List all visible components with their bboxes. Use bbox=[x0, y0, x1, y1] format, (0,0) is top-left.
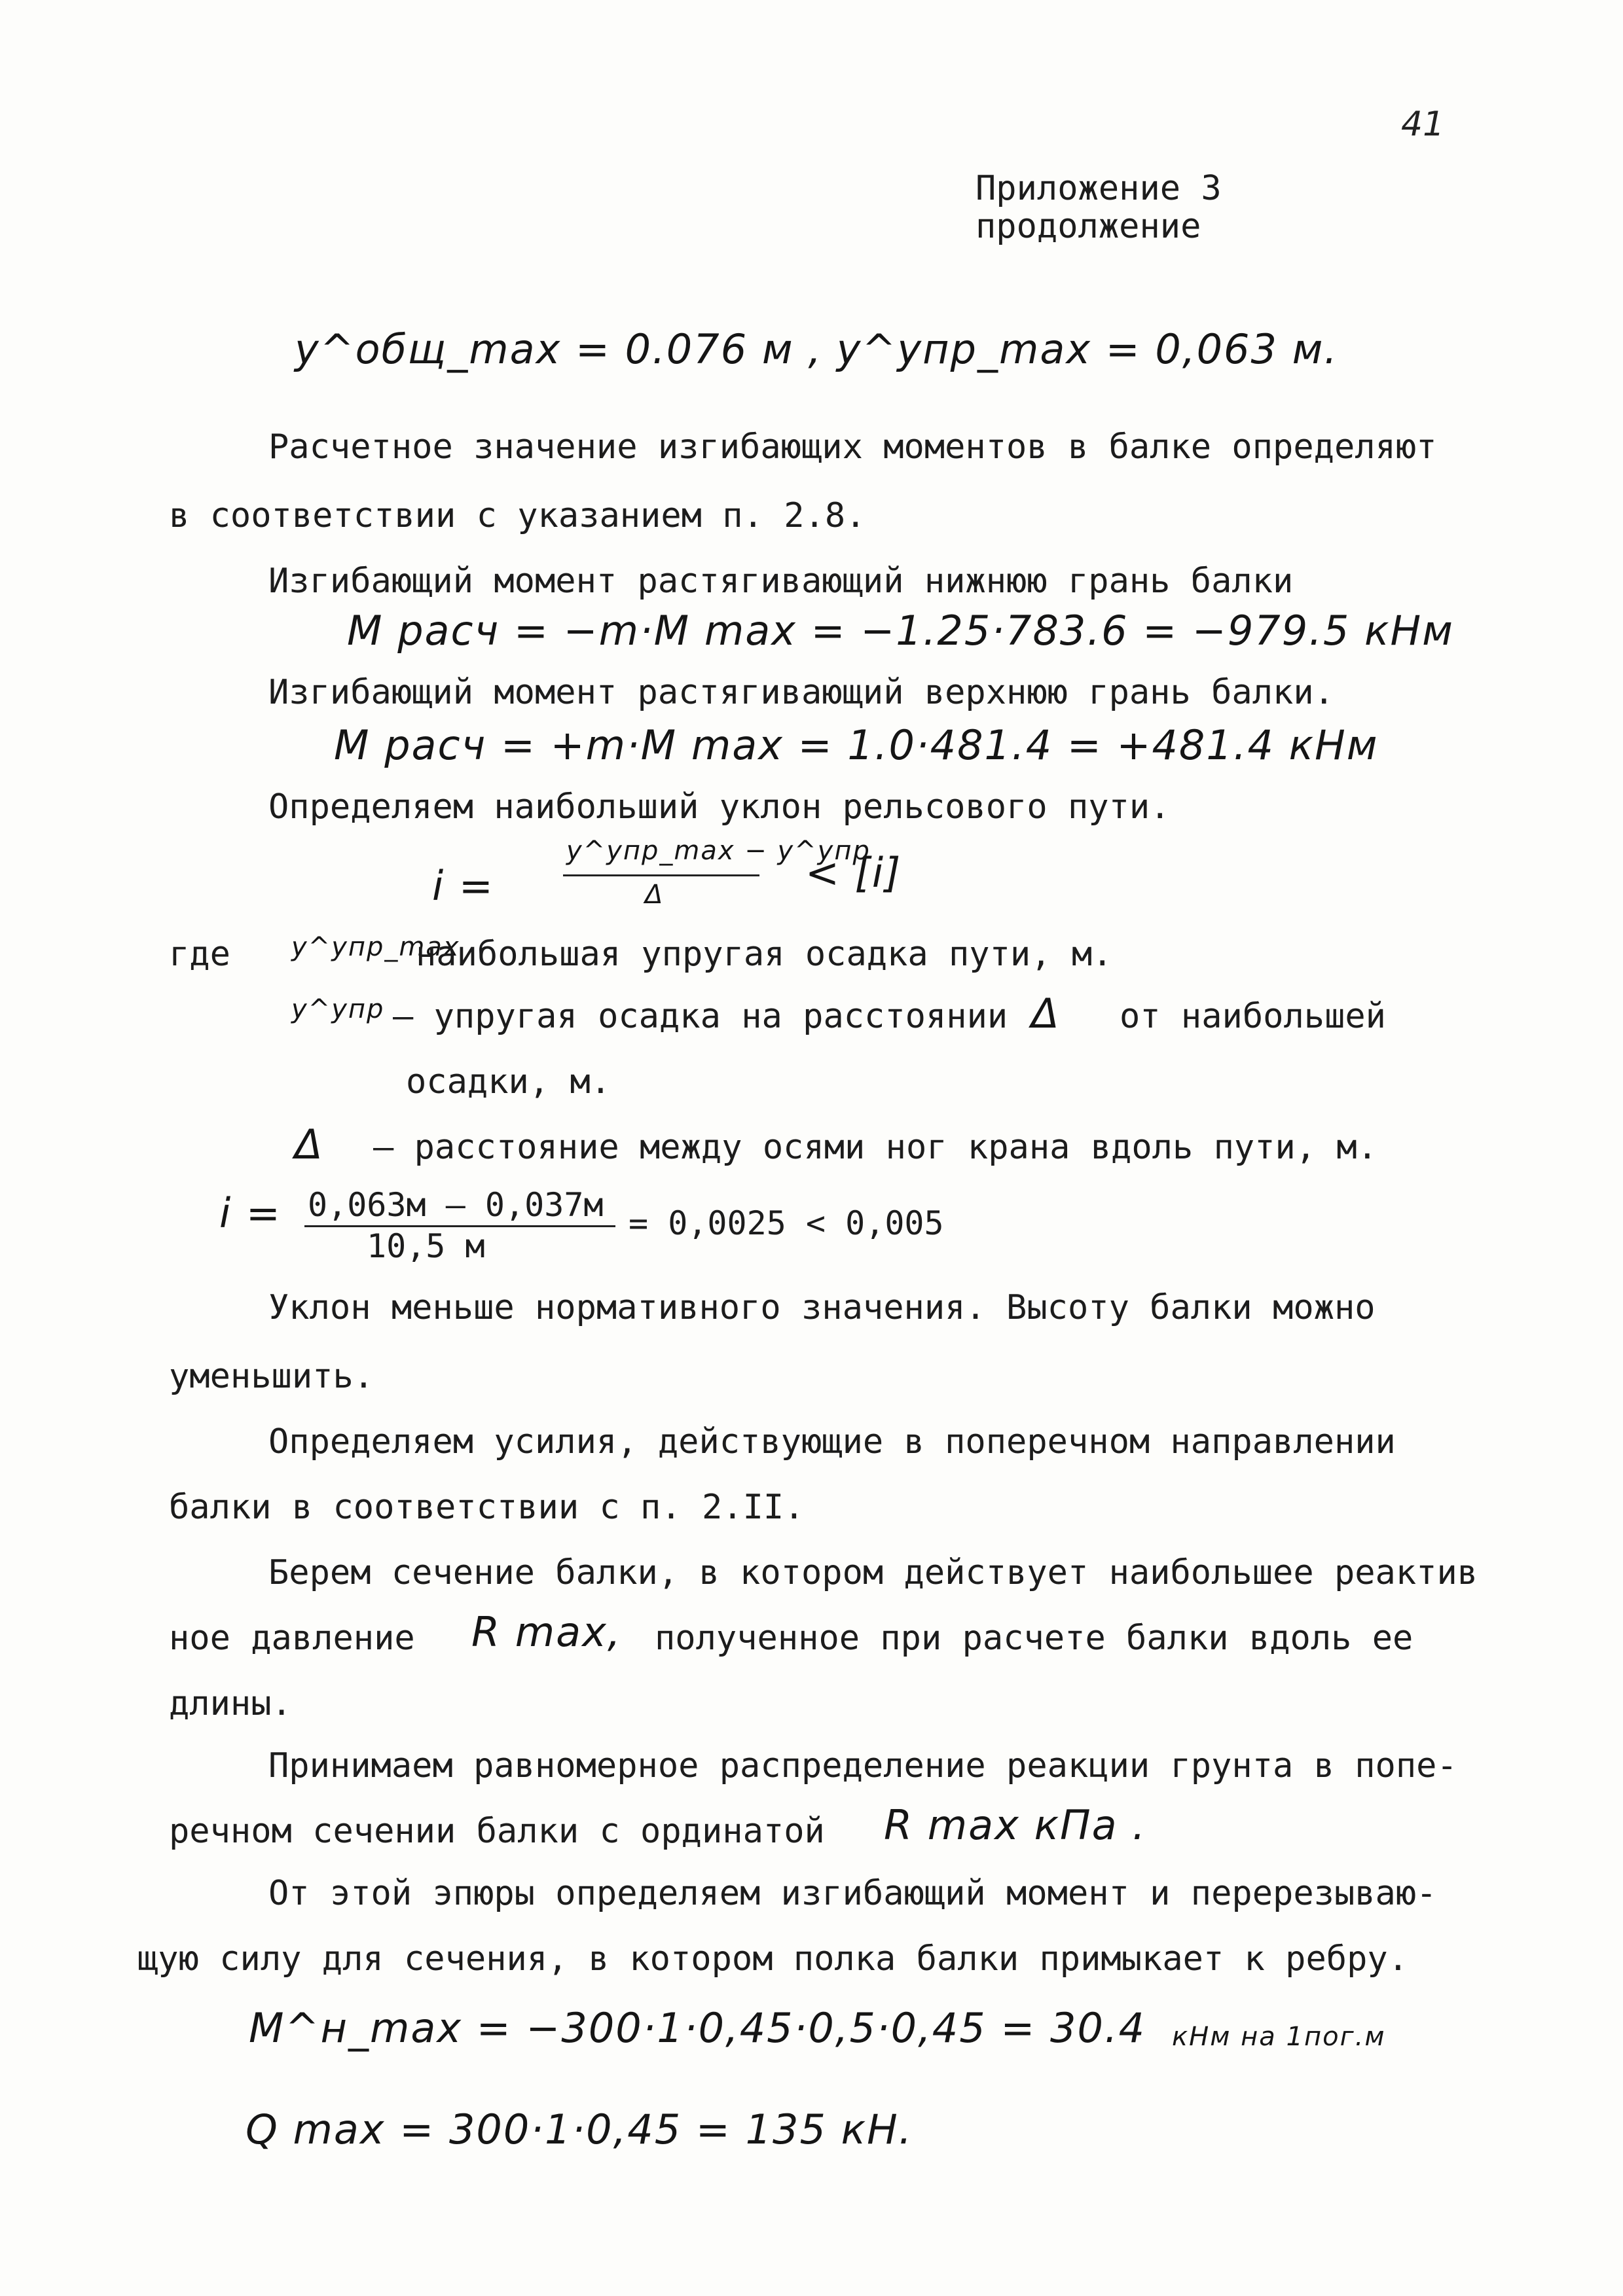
paragraph-line: Определяем усилия, действующие в поперечном направлении bbox=[268, 1422, 1396, 1462]
symbol-rmax-kpa: R max кПа . bbox=[884, 1801, 1147, 1849]
paragraph-line: щую силу для сечения, в котором полка балки примыкает к ребру. bbox=[137, 1939, 1409, 1979]
formula-i-rhs: < [i] bbox=[805, 849, 902, 897]
fraction-bar bbox=[563, 874, 759, 876]
calc-i-result: = 0,0025 < 0,005 bbox=[629, 1204, 944, 1242]
paragraph-line: Расчетное значение изгибающих моментов в балке определяют bbox=[268, 427, 1437, 467]
formula-i-denominator: Δ bbox=[645, 880, 665, 910]
symbol-rmax: R max, bbox=[471, 1608, 622, 1656]
paragraph-line: Изгибающий момент растягивающий верхнюю грань балки. bbox=[268, 673, 1334, 712]
formula-moment-flange: M^н_max = −300·1·0,45·0,5·0,45 = 30.4 bbox=[249, 2004, 1146, 2052]
paragraph-line: Берем сечение балки, в котором действует наибольшее реактив bbox=[268, 1553, 1478, 1592]
paragraph-line: Определяем наибольший уклон рельсового пути. bbox=[268, 787, 1171, 827]
paragraph-line: речном сечении балки с ординатой bbox=[169, 1812, 825, 1851]
paragraph-line: полученное при расчете балки вдоль ее bbox=[655, 1619, 1413, 1658]
paragraph-line: От этой эпюры определяем изгибающий момент и перерезываю- bbox=[268, 1874, 1437, 1913]
paragraph-line: Уклон меньше нормативного значения. Высоту балки можно bbox=[268, 1288, 1376, 1327]
paragraph-line: ное давление bbox=[169, 1619, 415, 1658]
definition-text: – упругая осадка на расстоянии bbox=[393, 997, 1008, 1036]
formula-m-lower: M расч = −m·M max = −1.25·783.6 = −979.5 кНм bbox=[347, 607, 1454, 655]
appendix-title: Приложение 3 bbox=[976, 169, 1222, 208]
definition-text: от наибольшей bbox=[1120, 997, 1386, 1036]
delta-symbol: Δ bbox=[295, 1121, 324, 1168]
appendix-subtitle: продолжение bbox=[976, 207, 1201, 246]
delta-symbol: Δ bbox=[1031, 990, 1061, 1037]
formula-m-upper: M расч = +m·M max = 1.0·481.4 = +481.4 кНм bbox=[334, 721, 1379, 769]
where-label: где bbox=[169, 935, 230, 974]
paragraph-line: Изгибающий момент растягивающий нижнюю грань балки bbox=[268, 562, 1294, 601]
paragraph-line: уменьшить. bbox=[169, 1357, 374, 1396]
paragraph-line: длины. bbox=[169, 1684, 292, 1723]
page-number: 41 bbox=[1401, 105, 1445, 144]
definition-text: – расстояние между осями ног крана вдоль пути, м. bbox=[373, 1128, 1378, 1167]
paragraph-line: балки в соответствии с п. 2.II. bbox=[169, 1488, 805, 1527]
formula-i-lhs: i = bbox=[432, 862, 494, 910]
formula-i-numerator: y^упр_max − y^упр bbox=[566, 836, 871, 866]
formula-moment-unit: кНм на 1пог.м bbox=[1172, 2022, 1386, 2052]
calc-i-lhs: i = bbox=[219, 1189, 282, 1237]
formula-ymax: y^общ_max = 0.076 м , y^упр_max = 0,063 м. bbox=[295, 325, 1339, 373]
calc-i-numerator: 0,063м – 0,037м bbox=[308, 1186, 604, 1224]
symbol-ymax-upr: y^упр_max bbox=[291, 932, 460, 962]
paragraph-line: в соответствии с указанием п. 2.8. bbox=[169, 496, 866, 535]
definition-text: наибольшая упругая осадка пути, м. bbox=[416, 935, 1113, 974]
calc-i-denominator: 10,5 м bbox=[367, 1227, 485, 1265]
formula-shear: Q max = 300·1·0,45 = 135 кН. bbox=[246, 2106, 913, 2153]
definition-text: осадки, м. bbox=[406, 1062, 611, 1102]
paragraph-line: Принимаем равномерное распределение реакции грунта в попе- bbox=[268, 1746, 1457, 1785]
symbol-y-upr: y^упр bbox=[291, 994, 385, 1024]
